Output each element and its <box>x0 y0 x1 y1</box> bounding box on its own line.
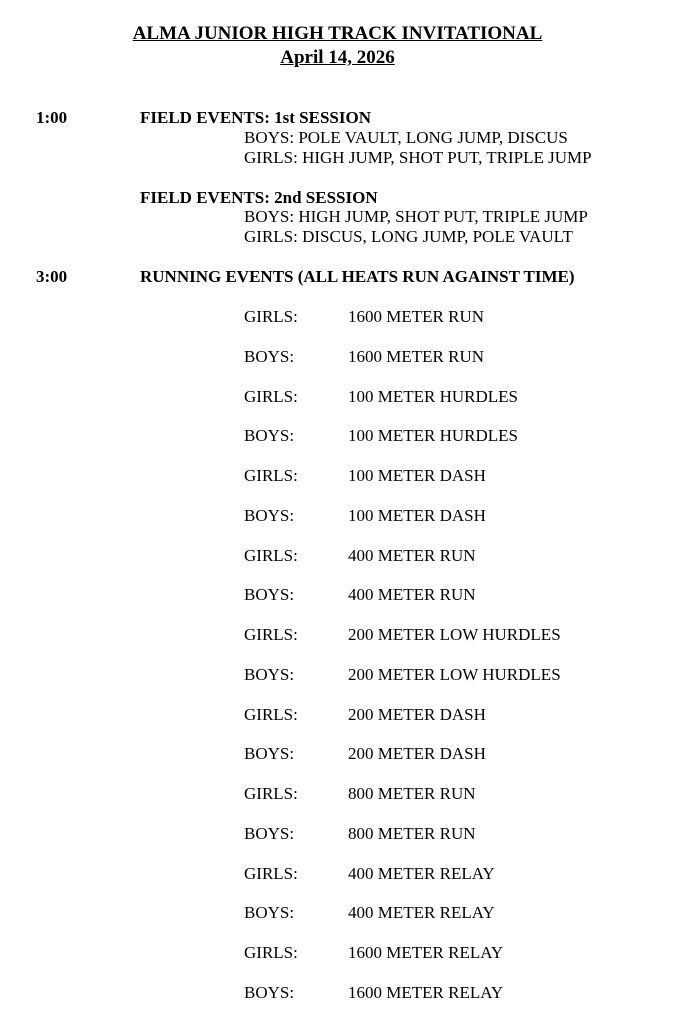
running-event-name: 400 METER RELAY <box>348 864 495 883</box>
running-event-gender: GIRLS: <box>244 784 298 803</box>
running-event-name: 400 METER RUN <box>348 585 476 604</box>
running-event-gender: GIRLS: <box>244 625 298 644</box>
running-events-time: 3:00 <box>36 267 68 286</box>
running-event-gender: GIRLS: <box>244 705 298 724</box>
running-event-name: 200 METER LOW HURDLES <box>348 625 561 644</box>
running-event-name: 1600 METER RELAY <box>348 943 504 962</box>
field-events-time: 1:00 <box>36 108 68 127</box>
running-event-gender: GIRLS: <box>244 387 298 406</box>
running-event-gender: BOYS: <box>244 347 295 366</box>
running-event-name: 100 METER DASH <box>348 506 486 525</box>
running-event-gender: GIRLS: <box>244 546 298 565</box>
field-session-1-boys: BOYS: POLE VAULT, LONG JUMP, DISCUS <box>244 128 568 147</box>
running-event-name: 100 METER HURDLES <box>348 426 518 445</box>
running-event-name: 100 METER HURDLES <box>348 387 518 406</box>
running-event-name: 1600 METER RELAY <box>348 983 504 1002</box>
running-event-name: 200 METER LOW HURDLES <box>348 665 561 684</box>
field-session-1-girls: GIRLS: HIGH JUMP, SHOT PUT, TRIPLE JUMP <box>244 148 592 167</box>
running-event-gender: BOYS: <box>244 903 295 922</box>
running-event-gender: BOYS: <box>244 665 295 684</box>
running-event-gender: GIRLS: <box>244 466 298 485</box>
field-session-2-heading: FIELD EVENTS: 2nd SESSION <box>140 188 378 207</box>
running-events-heading: RUNNING EVENTS (ALL HEATS RUN AGAINST TIME) <box>140 267 575 286</box>
running-event-gender: BOYS: <box>244 506 295 525</box>
running-event-name: 800 METER RUN <box>348 784 476 803</box>
running-event-gender: BOYS: <box>244 585 295 604</box>
running-event-gender: GIRLS: <box>244 943 298 962</box>
running-event-gender: BOYS: <box>244 744 295 763</box>
running-event-name: 800 METER RUN <box>348 824 476 843</box>
field-session-2-boys: BOYS: HIGH JUMP, SHOT PUT, TRIPLE JUMP <box>244 207 588 226</box>
running-event-name: 100 METER DASH <box>348 466 486 485</box>
running-event-gender: BOYS: <box>244 824 295 843</box>
field-session-1-heading: FIELD EVENTS: 1st SESSION <box>140 108 371 127</box>
running-event-gender: GIRLS: <box>244 864 298 883</box>
running-event-gender: BOYS: <box>244 983 295 1002</box>
running-event-gender: GIRLS: <box>244 307 298 326</box>
running-event-name: 1600 METER RUN <box>348 307 484 326</box>
meet-date: April 14, 2026 <box>280 47 395 68</box>
running-event-name: 200 METER DASH <box>348 705 486 724</box>
running-event-name: 1600 METER RUN <box>348 347 484 366</box>
field-session-2-girls: GIRLS: DISCUS, LONG JUMP, POLE VAULT <box>244 227 573 246</box>
running-event-name: 400 METER RUN <box>348 546 476 565</box>
running-event-name: 400 METER RELAY <box>348 903 495 922</box>
running-event-name: 200 METER DASH <box>348 744 486 763</box>
running-event-gender: BOYS: <box>244 426 295 445</box>
page-title: ALMA JUNIOR HIGH TRACK INVITATIONAL <box>132 23 543 44</box>
